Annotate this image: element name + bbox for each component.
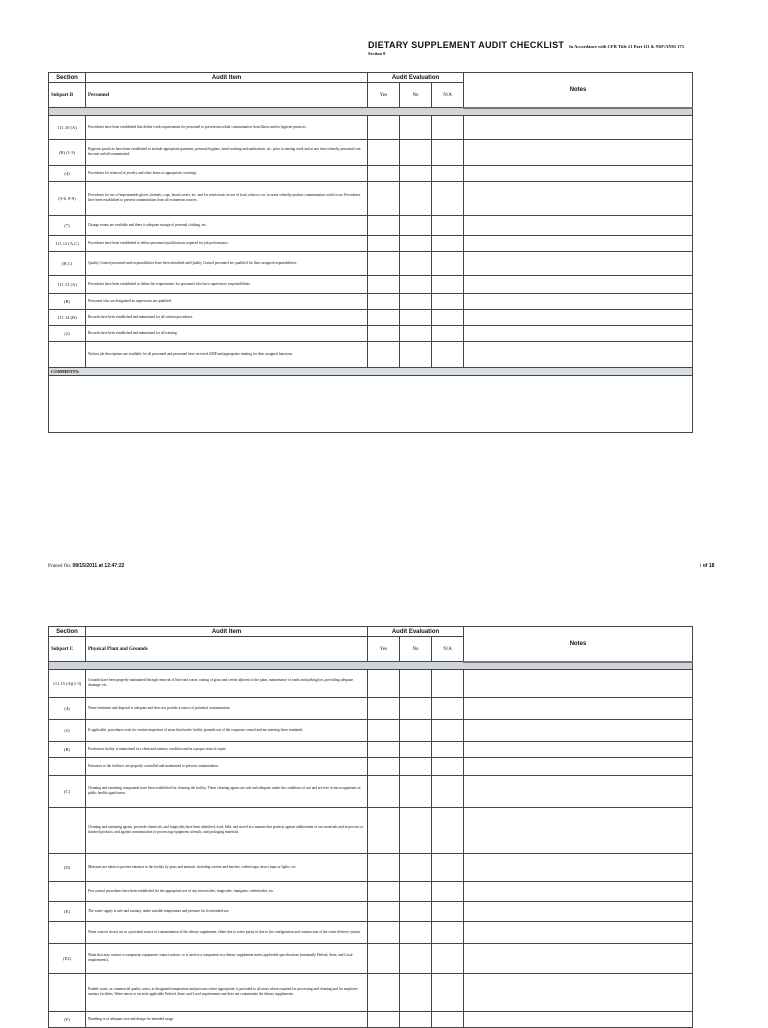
row-audit-item-text: Records have been established and maintained for all written procedures. <box>86 309 368 325</box>
column-header-yes: Yes <box>368 637 400 662</box>
column-header-na: N/A <box>432 83 464 108</box>
checklist-row <box>49 139 693 165</box>
row-na-cell[interactable] <box>432 775 464 807</box>
row-audit-item-text: Grounds have been properly maintained through removal of litter and waste, cutting of grass and weeds adjacent to the plant, maintenance of roads and parking lots, providing adequate drainage, etc. <box>86 669 368 697</box>
row-no-cell[interactable] <box>400 341 432 367</box>
row-audit-item-text: Quality Control personnel and responsibilities have been identified and Quality Control personnel are qualified for their assigned responsibilities. <box>86 251 368 275</box>
column-header-audit-item: Audit Item <box>86 627 368 637</box>
row-section <box>49 881 86 901</box>
row-na-cell[interactable] <box>432 181 464 215</box>
row-na-cell[interactable] <box>432 719 464 741</box>
document-title <box>368 40 728 50</box>
row-section: (B) <box>49 293 86 309</box>
checklist-row <box>49 901 693 921</box>
row-no-cell[interactable] <box>400 901 432 921</box>
row-no-cell[interactable] <box>400 973 432 1011</box>
row-audit-item-text: Potable water, as commercial quality water, at designated temperature and pressure where appropriate, is provided to all areas where required for processing and cleaning and for employee sanitary facilities. Water meets or exceeds applicable Federal, State, and Local requirements and does not contaminate the dietary supplements. <box>86 973 368 1011</box>
row-no-cell[interactable] <box>400 669 432 697</box>
row-section <box>49 341 86 367</box>
row-notes-cell[interactable] <box>464 973 693 1011</box>
column-header-no: No <box>400 637 432 662</box>
row-na-cell[interactable] <box>432 741 464 757</box>
row-no-cell[interactable] <box>400 921 432 943</box>
row-no-cell[interactable] <box>400 881 432 901</box>
row-yes-cell[interactable] <box>368 669 400 697</box>
row-notes-cell[interactable] <box>464 309 693 325</box>
row-no-cell[interactable] <box>400 165 432 181</box>
subpart-title: Personnel <box>86 83 368 108</box>
column-header-audit-evaluation: Audit Evaluation <box>368 627 464 637</box>
checklist-row <box>49 309 693 325</box>
row-yes-cell[interactable] <box>368 275 400 293</box>
row-audit-item-text: Waste treatment and disposal is adequate and does not provide a source of potential contamination. <box>86 697 368 719</box>
row-section: 111.15 (A)(1-3) <box>49 669 86 697</box>
row-no-cell[interactable] <box>400 853 432 881</box>
header-band <box>49 108 693 116</box>
row-notes-cell[interactable] <box>464 1011 693 1027</box>
row-no-cell[interactable] <box>400 251 432 275</box>
row-audit-item-text: Cleaning and sanitizing compounds have been established for cleaning the facility. These cleaning agents are safe and adequate under the conditions of use and are free of microorganisms of public health significance. <box>86 775 368 807</box>
row-na-cell[interactable] <box>432 881 464 901</box>
column-header-section: Section <box>49 627 86 637</box>
row-section <box>49 973 86 1011</box>
column-header-yes: Yes <box>368 83 400 108</box>
row-na-cell[interactable] <box>432 293 464 309</box>
checklist-row <box>49 115 693 139</box>
row-audit-item-text: Procedures have been established that define work requirements for personnel to prevent microbial contamination from illness and/or hygiene practices. <box>86 115 368 139</box>
row-section: (5-6, 8-9) <box>49 181 86 215</box>
row-na-cell[interactable] <box>432 235 464 251</box>
row-audit-item-text: Procedures have been established to define personnel qualifications required for job performance. <box>86 235 368 251</box>
row-audit-item-text: Measures are taken to prevent entrance to the facility by pests and animals, including screens and barriers, rodent traps, insect traps or lights, etc. <box>86 853 368 881</box>
row-yes-cell[interactable] <box>368 325 400 341</box>
row-yes-cell[interactable] <box>368 165 400 181</box>
row-notes-cell[interactable] <box>464 293 693 309</box>
row-yes-cell[interactable] <box>368 807 400 853</box>
row-na-cell[interactable] <box>432 165 464 181</box>
row-notes-cell[interactable] <box>464 921 693 943</box>
row-section: (7) <box>49 215 86 235</box>
row-audit-item-text: Plumbing is of adequate size and design for intended usage. <box>86 1011 368 1027</box>
row-notes-cell[interactable] <box>464 741 693 757</box>
row-notes-cell[interactable] <box>464 181 693 215</box>
row-na-cell[interactable] <box>432 901 464 921</box>
row-notes-cell[interactable] <box>464 215 693 235</box>
row-audit-item-text: Procedures for use of impermeable gloves, hairnets, caps, beard covers, etc. and for restrictions on use of food, tobacco, etc. in areas whereby product contamination could occur. Procedures have been established to prevent contamination from all extraneous sources. <box>86 181 368 215</box>
row-no-cell[interactable] <box>400 181 432 215</box>
row-section <box>49 921 86 943</box>
audit-table-personnel <box>48 72 693 433</box>
row-yes-cell[interactable] <box>368 943 400 973</box>
checklist-row <box>49 341 693 367</box>
checklist-row <box>49 293 693 309</box>
row-na-cell[interactable] <box>432 251 464 275</box>
row-na-cell[interactable] <box>432 1011 464 1027</box>
row-no-cell[interactable] <box>400 775 432 807</box>
row-audit-item-text: Pest control procedures have been established for the appropriate use of any insecticides, fungicides, fumigants, rodenticides, etc. <box>86 881 368 901</box>
row-section: (4) <box>49 165 86 181</box>
row-yes-cell[interactable] <box>368 235 400 251</box>
row-yes-cell[interactable] <box>368 139 400 165</box>
column-header-notes: Notes <box>464 627 693 662</box>
row-na-cell[interactable] <box>432 807 464 853</box>
row-section: 111.10 (A) <box>49 115 86 139</box>
page-number <box>699 563 714 569</box>
row-no-cell[interactable] <box>400 741 432 757</box>
row-audit-item-text: If applicable, procedures exist for routine inspection of areas that border facility grounds out of the corporate control and not meeting these standards. <box>86 719 368 741</box>
row-section: 111.14 (B) <box>49 309 86 325</box>
row-section: 111.12 (A,C) <box>49 235 86 251</box>
row-no-cell[interactable] <box>400 235 432 251</box>
row-audit-item-text: Water sources do not act as a potential source of contamination of the dietary supplement, either due to water purity or due to the configuration and construction of the water delivery system. <box>86 921 368 943</box>
row-na-cell[interactable] <box>432 139 464 165</box>
row-section: (F) <box>49 1011 86 1027</box>
checklist-row <box>49 741 693 757</box>
row-yes-cell[interactable] <box>368 757 400 775</box>
row-notes-cell[interactable] <box>464 325 693 341</box>
row-no-cell[interactable] <box>400 943 432 973</box>
row-audit-item-text: Entrances to the facilities are properly controlled and maintained to prevent contamination. <box>86 757 368 775</box>
checklist-row <box>49 325 693 341</box>
row-yes-cell[interactable] <box>368 251 400 275</box>
row-notes-cell[interactable] <box>464 235 693 251</box>
row-no-cell[interactable] <box>400 1011 432 1027</box>
row-na-cell[interactable] <box>432 309 464 325</box>
row-section: (B) <box>49 741 86 757</box>
document-title-suffix: In Accordance with CFR Title 21 Part 111 & NSF/ANSI 173 <box>569 44 684 49</box>
column-header-section: Section <box>49 73 86 83</box>
row-notes-cell[interactable] <box>464 719 693 741</box>
row-yes-cell[interactable] <box>368 293 400 309</box>
row-na-cell[interactable] <box>432 697 464 719</box>
row-yes-cell[interactable] <box>368 973 400 1011</box>
row-section: 111.13 (A) <box>49 275 86 293</box>
row-notes-cell[interactable] <box>464 275 693 293</box>
checklist-row <box>49 973 693 1011</box>
row-na-cell[interactable] <box>432 275 464 293</box>
row-yes-cell[interactable] <box>368 181 400 215</box>
checklist-row <box>49 921 693 943</box>
row-audit-item-text: The water supply is safe and sanitary, under suitable temperature and pressure for its intended use. <box>86 901 368 921</box>
row-yes-cell[interactable] <box>368 309 400 325</box>
row-na-cell[interactable] <box>432 215 464 235</box>
row-yes-cell[interactable] <box>368 775 400 807</box>
row-na-cell[interactable] <box>432 973 464 1011</box>
row-notes-cell[interactable] <box>464 697 693 719</box>
row-audit-item-text: Change rooms are available and there is adequate storage of personal clothing, etc. <box>86 215 368 235</box>
checklist-row <box>49 775 693 807</box>
row-notes-cell[interactable] <box>464 807 693 853</box>
row-no-cell[interactable] <box>400 275 432 293</box>
row-yes-cell[interactable] <box>368 115 400 139</box>
column-header-audit-evaluation: Audit Evaluation <box>368 73 464 83</box>
checklist-row <box>49 251 693 275</box>
row-yes-cell[interactable] <box>368 697 400 719</box>
subpart-label: Subpart B <box>49 83 86 108</box>
row-audit-item-text: Cleaning and sanitizing agents, pesticide chemicals, and fungicides have been identified, used, held, and stored in a manner that protects against adulteration of raw materials and in-process or finished products, and against contamination of processing equipment, utensils, and packaging materials. <box>86 807 368 853</box>
checklist-row <box>49 275 693 293</box>
row-audit-item-text: Production facility is maintained in a clean and sanitary condition and in a proper state of repair. <box>86 741 368 757</box>
audit-table-physical-plant <box>48 626 693 1028</box>
row-yes-cell[interactable] <box>368 901 400 921</box>
row-notes-cell[interactable] <box>464 115 693 139</box>
row-section: (2) <box>49 325 86 341</box>
row-section: (D) <box>49 853 86 881</box>
header-band <box>49 662 693 670</box>
row-audit-item-text: Personnel who are designated as supervisors are qualified. <box>86 293 368 309</box>
row-notes-cell[interactable] <box>464 943 693 973</box>
printed-on <box>48 563 124 569</box>
column-header-notes: Notes <box>464 73 693 108</box>
row-na-cell[interactable] <box>432 853 464 881</box>
checklist-row <box>49 669 693 697</box>
page-number-current: 1 <box>699 564 702 569</box>
row-na-cell[interactable] <box>432 115 464 139</box>
row-section: (B) (1-3) <box>49 139 86 165</box>
row-audit-item-text: Hygienic practices have been established to include appropriate garments, personal hygiene, hand washing and sanitization, etc. prior to starting work and at any time whereby personnel can become soiled/contaminated. <box>86 139 368 165</box>
row-na-cell[interactable] <box>432 757 464 775</box>
row-na-cell[interactable] <box>432 921 464 943</box>
row-no-cell[interactable] <box>400 139 432 165</box>
row-section: (E) <box>49 901 86 921</box>
row-notes-cell[interactable] <box>464 757 693 775</box>
row-no-cell[interactable] <box>400 293 432 309</box>
row-section: (B,C) <box>49 251 86 275</box>
row-audit-item-text: Written job descriptions are available for all personnel and personnel have received GMP and appropriate training for their assigned functions. <box>86 341 368 367</box>
row-yes-cell[interactable] <box>368 741 400 757</box>
row-audit-item-text: Records have been established and maintained for all training. <box>86 325 368 341</box>
row-na-cell[interactable] <box>432 325 464 341</box>
row-no-cell[interactable] <box>400 325 432 341</box>
row-yes-cell[interactable] <box>368 881 400 901</box>
column-header-audit-item: Audit Item <box>86 73 368 83</box>
checklist-row <box>49 719 693 741</box>
checklist-row <box>49 1011 693 1027</box>
row-notes-cell[interactable] <box>464 139 693 165</box>
subpart-label: Subpart C <box>49 637 86 662</box>
checklist-row <box>49 943 693 973</box>
row-notes-cell[interactable] <box>464 853 693 881</box>
row-na-cell[interactable] <box>432 669 464 697</box>
checklist-row <box>49 235 693 251</box>
row-notes-cell[interactable] <box>464 775 693 807</box>
column-header-na: N/A <box>432 637 464 662</box>
checklist-row <box>49 181 693 215</box>
row-yes-cell[interactable] <box>368 1011 400 1027</box>
row-notes-cell[interactable] <box>464 341 693 367</box>
row-no-cell[interactable] <box>400 309 432 325</box>
row-no-cell[interactable] <box>400 719 432 741</box>
row-audit-item-text: Procedures have been established to define the requirements for personnel who have supervisory responsibilities. <box>86 275 368 293</box>
checklist-row <box>49 757 693 775</box>
row-section: (C) <box>49 775 86 807</box>
row-no-cell[interactable] <box>400 697 432 719</box>
row-notes-cell[interactable] <box>464 901 693 921</box>
comments-area[interactable] <box>49 375 693 432</box>
comments-label: COMMENTS: <box>49 367 693 375</box>
document-header <box>368 40 728 56</box>
printed-on-label: Printed On: <box>48 564 72 569</box>
row-section: (4) <box>49 697 86 719</box>
row-no-cell[interactable] <box>400 807 432 853</box>
checklist-row <box>49 881 693 901</box>
row-section: (5) <box>49 719 86 741</box>
row-yes-cell[interactable] <box>368 853 400 881</box>
document-title-main: DIETARY SUPPLEMENT AUDIT CHECKLIST <box>368 40 565 50</box>
row-yes-cell[interactable] <box>368 215 400 235</box>
document-subline: Section 8 <box>368 51 386 56</box>
row-no-cell[interactable] <box>400 215 432 235</box>
subpart-title: Physical Plant and Grounds <box>86 637 368 662</box>
row-section: (E2) <box>49 943 86 973</box>
row-notes-cell[interactable] <box>464 881 693 901</box>
row-yes-cell[interactable] <box>368 341 400 367</box>
checklist-row <box>49 165 693 181</box>
row-no-cell[interactable] <box>400 115 432 139</box>
checklist-row <box>49 697 693 719</box>
row-audit-item-text: Procedures for removal of jewelry and other items or appropriate coverings. <box>86 165 368 181</box>
row-section <box>49 757 86 775</box>
row-yes-cell[interactable] <box>368 921 400 943</box>
row-audit-item-text: Water that may contact a component, equipment contact surface, or is used as a component in a dietary supplement meets applicable specifications (minimally Federal, State, and Local requirements). <box>86 943 368 973</box>
row-no-cell[interactable] <box>400 757 432 775</box>
checklist-row <box>49 853 693 881</box>
row-na-cell[interactable] <box>432 943 464 973</box>
row-notes-cell[interactable] <box>464 165 693 181</box>
checklist-row <box>49 215 693 235</box>
column-header-no: No <box>400 83 432 108</box>
row-yes-cell[interactable] <box>368 719 400 741</box>
row-section <box>49 807 86 853</box>
checklist-row <box>49 807 693 853</box>
row-notes-cell[interactable] <box>464 251 693 275</box>
printed-on-value: 08/15/2011 at 12:47:22 <box>72 563 125 569</box>
row-notes-cell[interactable] <box>464 669 693 697</box>
page-number-total: of 18 <box>702 563 715 569</box>
row-na-cell[interactable] <box>432 341 464 367</box>
